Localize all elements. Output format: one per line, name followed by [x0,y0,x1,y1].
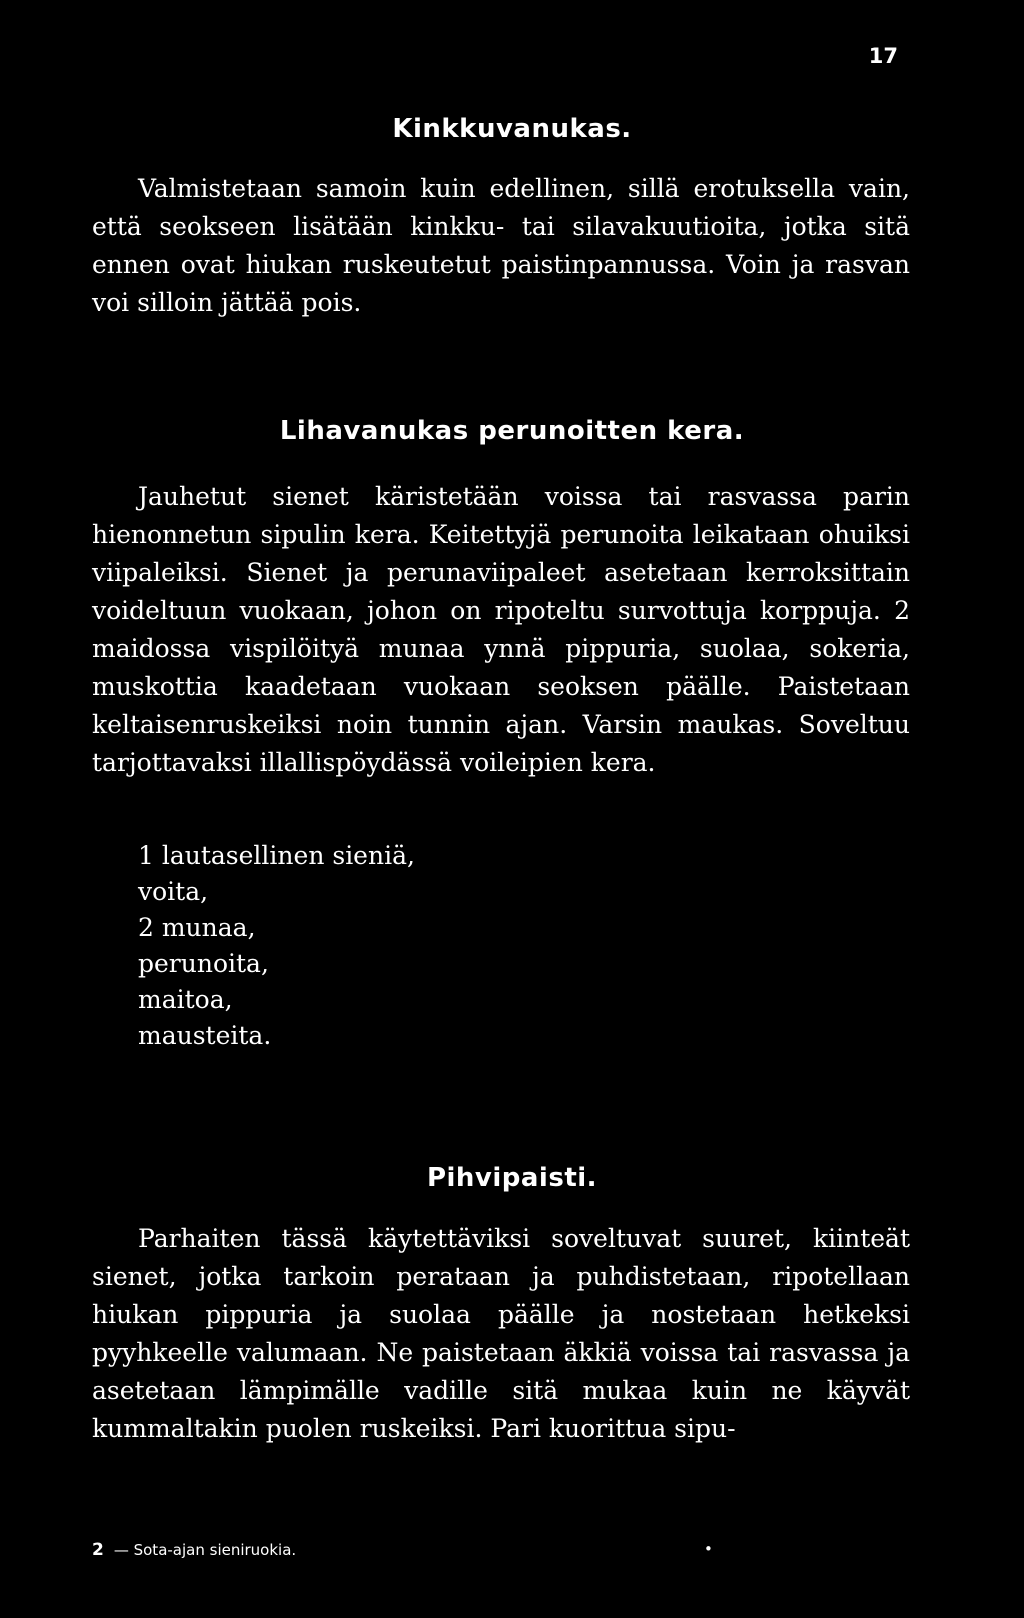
ingredient-item: perunoita, [138,949,269,978]
bullet-mark: • [704,1540,713,1558]
page-number: 17 [868,44,898,68]
ingredient-item: mausteita. [138,1021,272,1050]
section-title-pihvipaisti: Pihvipaisti. [426,1163,598,1193]
ingredient-item: 1 lautasellinen sieniä, [138,841,415,870]
ingredient-item: voita, [138,877,209,906]
section-paragraph-kinkkuvanukas: Valmistetaan samoin kuin edellinen, sillä erotuksella vain, että seokseen lisätään kinkku- tai silavakuutioita, jotka sitä ennen ovat hiukan ruskeutetut paistinpannussa. Voin ja rasvan voi silloin jättää pois. [92,174,910,317]
ingredient-item: maitoa, [138,985,233,1014]
ingredient-item: 2 munaa, [138,913,256,942]
page-footer [92,1540,910,1560]
footer-title: — Sota-ajan sieniruokia. [113,1541,297,1559]
ingredient-list [138,838,415,1054]
section-paragraph-pihvipaisti: Parhaiten tässä käytettäviksi soveltuvat suuret, kiinteät sienet, jotka tarkoin perataan ja puhdistetaan, ripotellaan hiukan pippuria ja suolaa päälle ja nostetaan hetkeksi pyyhkeelle valumaan. Ne paistetaan äkkiä voissa tai rasvassa ja asetetaan lämpimälle vadille sitä mukaa kuin ne käyvät kummaltakin puolen ruskeiksi. Pari kuorittua sipu- [92,1224,910,1443]
section-paragraph-lihavanukas: Jauhetut sienet käristetään voissa tai rasvassa parin hienonnetun sipulin kera. Keitettyjä perunoita leikataan ohuiksi viipaleiksi. Sienet ja perunaviipaleet asetetaan kerroksittain voideltuun vuokaan, johon on ripoteltu survottuja korppuja. 2 maidossa vispilöityä munaa ynnä pippuria, suolaa, sokeria, muskottia kaadetaan vuokaan seoksen päälle. Paistetaan keltaisenruskeiksi noin tunnin ajan. Varsin maukas. Soveltuu tarjottavaksi illallispöydässä voileipien kera. [92,482,910,777]
section-title-kinkkuvanukas: Kinkkuvanukas. [392,114,632,144]
signature-mark: 2 [92,1540,104,1560]
section-title-lihavanukas: Lihavanukas perunoitten kera. [279,416,745,446]
